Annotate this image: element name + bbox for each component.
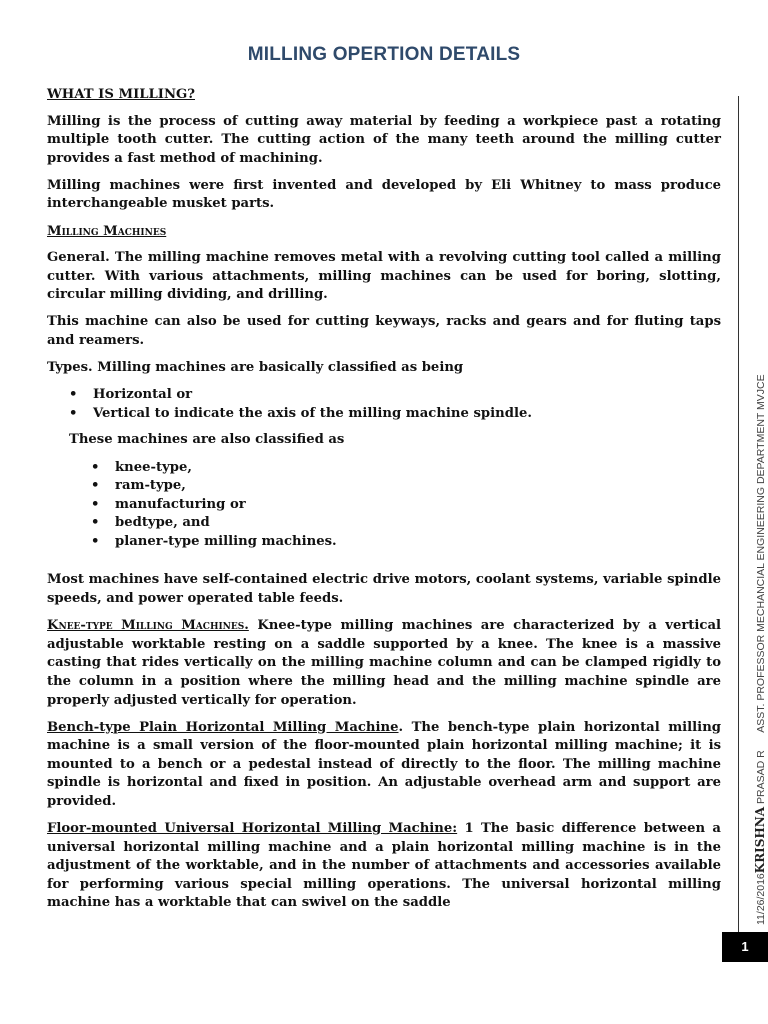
list-item: • Vertical to indicate the axis of the milling machine spindle. — [47, 405, 721, 424]
side-role: ASST. PROFESSOR MECHANCIAL ENGINEERING DEPARTMENT MVJCE — [755, 374, 767, 733]
bench-type-text: . The bench-type plain horizontal milling machine is a small version of the floor-mounted plain horizontal milling machine; it is mounted to a bench or a pedestal instead of directly to the floor. The milling machine spindle is horizontal and fixed in position. An adjustable overhead arm and support are provided. — [47, 719, 721, 809]
margin-rule — [738, 96, 739, 932]
list-item: • Horizontal or — [47, 386, 721, 405]
paragraph-bench-type — [47, 719, 721, 812]
bench-type-label: Bench-type Plain Horizontal Milling Machine — [47, 719, 399, 735]
paragraph-floor-mounted — [47, 820, 721, 913]
page-number: 1 — [722, 932, 768, 962]
list-item: • manufacturing or — [47, 496, 721, 515]
floor-mounted-text: 1 The basic difference between a universal horizontal milling machine and a plain horizontal milling machine is in the adjustment of the worktable, and in the number of attachments and accessories available for performing various special milling operations. The universal horizontal milling machine has a worktable that can swivel on the saddle — [47, 821, 721, 911]
paragraph-types: Types. Milling machines are basically classified as being — [47, 360, 464, 376]
side-date: 11/26/2016 — [755, 873, 767, 925]
knee-type-label: Knee-type Milling Machines. — [47, 618, 249, 634]
paragraph-knee-type — [47, 617, 721, 710]
milling-machines-heading: Milling Machines — [47, 223, 167, 239]
what-is-milling-heading: WHAT IS MILLING? — [47, 87, 195, 102]
page-title: MILLING OPERTION DETAILS — [247, 44, 521, 65]
side-author-surname: PRASAD R — [755, 750, 767, 807]
knee-type-text: Knee-type milling machines are characterized by a vertical adjustable worktable resting on a saddle supported by a knee. The knee is a massive casting that rides vertically on the milling machine column and can be clamped rigidly to the column in a position where the milling head and the milling machine spindle are properly adjusted vertically for operation. — [47, 618, 721, 708]
paragraph-features: Most machines have self-contained electric drive motors, coolant systems, variable spindle speeds, and power operated table feeds. — [47, 572, 721, 607]
list-item: • planer-type milling machines. — [47, 533, 721, 552]
axis-list — [47, 386, 721, 423]
list-item: • ram-type, — [47, 477, 721, 496]
document-body — [47, 86, 721, 922]
floor-mounted-label: Floor-mounted Universal Horizontal Milling Machine: — [47, 821, 458, 837]
paragraph-history: Milling machines were first invented and developed by Eli Whitney to mass produce interchangeable musket parts. — [47, 177, 721, 212]
paragraph-general: General. The milling machine removes metal with a revolving cutting tool called a milling cutter. With various attachments, milling machines can be used for boring, slotting, circular milling dividing, and drilling. — [47, 250, 721, 303]
paragraph-classified: These machines are also classified as — [69, 432, 345, 448]
paragraph-uses: This machine can also be used for cutting keyways, racks and gears and for fluting taps and reamers. — [47, 314, 721, 349]
type-list — [47, 459, 721, 552]
paragraph-definition: Milling is the process of cutting away material by feeding a workpiece past a rotating multiple tooth cutter. The cutting action of the many teeth around the milling cutter provides a fast method of machining. — [47, 113, 721, 166]
side-author: KRISHNA — [753, 806, 767, 874]
side-footer — [753, 325, 767, 925]
list-item: • knee-type, — [47, 459, 721, 478]
list-item: • bedtype, and — [47, 514, 721, 533]
